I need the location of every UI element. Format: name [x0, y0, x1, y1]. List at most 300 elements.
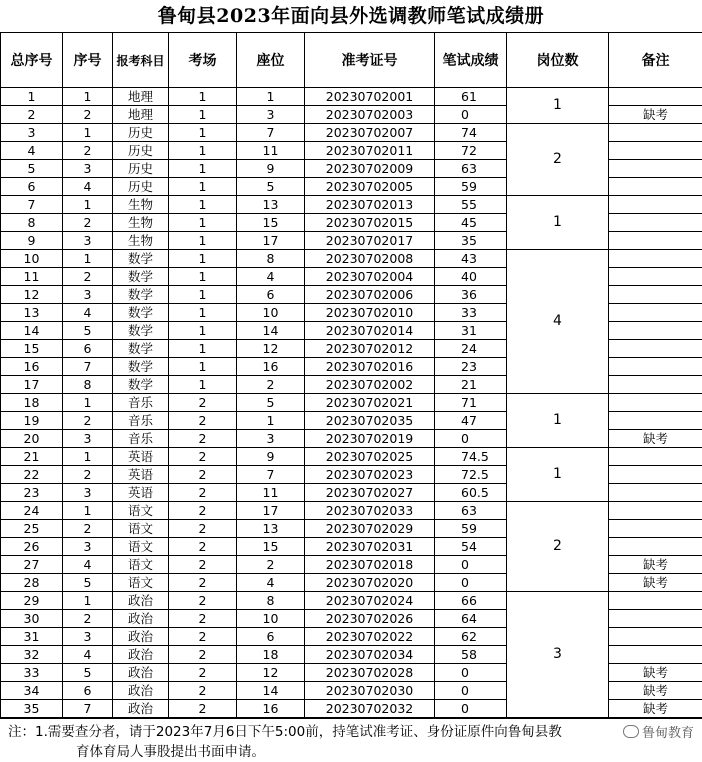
cell-score: 24	[435, 340, 507, 358]
cell-total-index: 31	[1, 628, 63, 646]
cell-subject: 历史	[113, 178, 169, 196]
cell-subject: 数学	[113, 304, 169, 322]
cell-score: 23	[435, 358, 507, 376]
cell-total-index: 34	[1, 682, 63, 700]
header-positions: 岗位数	[507, 33, 609, 88]
cell-subject: 生物	[113, 196, 169, 214]
cell-total-index: 3	[1, 124, 63, 142]
cell-exam-room: 2	[169, 682, 237, 700]
cell-total-index: 17	[1, 376, 63, 394]
cell-score: 62	[435, 628, 507, 646]
cell-index: 2	[63, 268, 113, 286]
cell-exam-room: 1	[169, 196, 237, 214]
cell-ticket-number: 20230702013	[305, 196, 435, 214]
cell-exam-room: 1	[169, 106, 237, 124]
cell-subject: 英语	[113, 466, 169, 484]
cell-seat: 18	[237, 646, 305, 664]
table-body	[1, 88, 702, 718]
header-exam-room: 考场	[169, 33, 237, 88]
cell-ticket-number: 20230702022	[305, 628, 435, 646]
cell-index: 5	[63, 322, 113, 340]
cell-score: 63	[435, 502, 507, 520]
cell-ticket-number: 20230702015	[305, 214, 435, 232]
cell-remarks: 缺考	[609, 574, 702, 592]
cell-ticket-number: 20230702017	[305, 232, 435, 250]
cell-total-index: 33	[1, 664, 63, 682]
cell-subject: 语文	[113, 556, 169, 574]
cell-index: 3	[63, 628, 113, 646]
cell-remarks	[609, 394, 702, 412]
cell-remarks	[609, 520, 702, 538]
cell-remarks	[609, 340, 702, 358]
cell-index: 4	[63, 556, 113, 574]
cell-score: 59	[435, 520, 507, 538]
cell-exam-room: 1	[169, 124, 237, 142]
cell-exam-room: 1	[169, 160, 237, 178]
cell-score: 54	[435, 538, 507, 556]
header-row	[1, 33, 702, 88]
cell-total-index: 16	[1, 358, 63, 376]
cell-subject: 历史	[113, 124, 169, 142]
cell-score: 0	[435, 664, 507, 682]
cell-total-index: 4	[1, 142, 63, 160]
cell-ticket-number: 20230702018	[305, 556, 435, 574]
cell-subject: 政治	[113, 592, 169, 610]
cell-remarks	[609, 646, 702, 664]
cell-subject: 数学	[113, 358, 169, 376]
cell-index: 1	[63, 592, 113, 610]
cell-exam-room: 1	[169, 322, 237, 340]
cell-remarks	[609, 322, 702, 340]
cell-exam-room: 1	[169, 178, 237, 196]
cell-total-index: 15	[1, 340, 63, 358]
cell-ticket-number: 20230702020	[305, 574, 435, 592]
table-row	[1, 502, 702, 520]
cell-subject: 政治	[113, 682, 169, 700]
cell-exam-room: 1	[169, 142, 237, 160]
cell-index: 1	[63, 448, 113, 466]
cell-remarks	[609, 232, 702, 250]
cell-seat: 6	[237, 286, 305, 304]
cell-exam-room: 2	[169, 502, 237, 520]
cell-exam-room: 2	[169, 538, 237, 556]
cell-score: 74.5	[435, 448, 507, 466]
cell-index: 2	[63, 466, 113, 484]
cell-ticket-number: 20230702007	[305, 124, 435, 142]
cell-ticket-number: 20230702012	[305, 340, 435, 358]
cell-total-index: 32	[1, 646, 63, 664]
cell-remarks	[609, 268, 702, 286]
cell-total-index: 25	[1, 520, 63, 538]
cell-total-index: 14	[1, 322, 63, 340]
cell-seat: 11	[237, 142, 305, 160]
cell-total-index: 6	[1, 178, 63, 196]
cell-score: 0	[435, 106, 507, 124]
cell-seat: 9	[237, 448, 305, 466]
cell-subject: 数学	[113, 340, 169, 358]
cell-index: 6	[63, 682, 113, 700]
cell-total-index: 19	[1, 412, 63, 430]
cell-total-index: 22	[1, 466, 63, 484]
page-title: 鲁甸县2023年面向县外选调教师笔试成绩册	[0, 0, 702, 32]
cell-exam-room: 2	[169, 394, 237, 412]
cell-seat: 17	[237, 232, 305, 250]
cell-remarks	[609, 502, 702, 520]
table-row	[1, 250, 702, 268]
cell-seat: 5	[237, 178, 305, 196]
cell-subject: 数学	[113, 250, 169, 268]
cell-subject: 地理	[113, 106, 169, 124]
cell-exam-room: 1	[169, 376, 237, 394]
cell-remarks	[609, 250, 702, 268]
cell-seat: 1	[237, 412, 305, 430]
table-row	[1, 592, 702, 610]
watermark	[623, 722, 694, 741]
cell-score: 72	[435, 142, 507, 160]
cell-remarks: 缺考	[609, 664, 702, 682]
cell-total-index: 12	[1, 286, 63, 304]
cell-score: 55	[435, 196, 507, 214]
cell-ticket-number: 20230702034	[305, 646, 435, 664]
table-row	[1, 196, 702, 214]
cell-exam-room: 2	[169, 412, 237, 430]
cell-score: 36	[435, 286, 507, 304]
cell-subject: 历史	[113, 160, 169, 178]
cell-exam-room: 1	[169, 340, 237, 358]
cell-total-index: 2	[1, 106, 63, 124]
cell-index: 3	[63, 286, 113, 304]
cell-score: 58	[435, 646, 507, 664]
cell-index: 3	[63, 232, 113, 250]
header-index: 序号	[63, 33, 113, 88]
cell-score: 40	[435, 268, 507, 286]
cell-seat: 11	[237, 484, 305, 502]
cell-positions: 1	[507, 448, 609, 502]
cell-seat: 15	[237, 214, 305, 232]
cell-seat: 10	[237, 304, 305, 322]
header-total-index: 总序号	[1, 33, 63, 88]
cell-seat: 16	[237, 358, 305, 376]
cell-ticket-number: 20230702002	[305, 376, 435, 394]
cell-subject: 音乐	[113, 412, 169, 430]
cell-score: 0	[435, 556, 507, 574]
cell-positions: 2	[507, 124, 609, 196]
cell-subject: 英语	[113, 484, 169, 502]
cell-seat: 7	[237, 124, 305, 142]
cell-total-index: 35	[1, 700, 63, 718]
cell-subject: 政治	[113, 664, 169, 682]
cell-score: 33	[435, 304, 507, 322]
cell-subject: 历史	[113, 142, 169, 160]
watermark-text: 鲁甸教育	[642, 722, 694, 741]
cell-seat: 12	[237, 340, 305, 358]
cell-score: 0	[435, 700, 507, 718]
cell-score: 45	[435, 214, 507, 232]
cell-total-index: 7	[1, 196, 63, 214]
cell-seat: 14	[237, 682, 305, 700]
cell-ticket-number: 20230702010	[305, 304, 435, 322]
cell-ticket-number: 20230702024	[305, 592, 435, 610]
cell-score: 35	[435, 232, 507, 250]
cell-remarks: 缺考	[609, 430, 702, 448]
wechat-icon	[623, 725, 639, 738]
cell-subject: 数学	[113, 376, 169, 394]
cell-positions: 3	[507, 592, 609, 718]
cell-index: 2	[63, 214, 113, 232]
cell-total-index: 21	[1, 448, 63, 466]
cell-remarks: 缺考	[609, 106, 702, 124]
cell-index: 2	[63, 520, 113, 538]
cell-seat: 2	[237, 556, 305, 574]
cell-remarks	[609, 412, 702, 430]
cell-subject: 语文	[113, 520, 169, 538]
cell-subject: 语文	[113, 574, 169, 592]
cell-subject: 政治	[113, 700, 169, 718]
cell-subject: 英语	[113, 448, 169, 466]
cell-ticket-number: 20230702027	[305, 484, 435, 502]
cell-total-index: 28	[1, 574, 63, 592]
cell-ticket-number: 20230702023	[305, 466, 435, 484]
cell-exam-room: 2	[169, 430, 237, 448]
cell-index: 3	[63, 430, 113, 448]
header-seat: 座位	[237, 33, 305, 88]
cell-subject: 数学	[113, 268, 169, 286]
cell-score: 66	[435, 592, 507, 610]
cell-ticket-number: 20230702031	[305, 538, 435, 556]
cell-remarks	[609, 466, 702, 484]
cell-index: 2	[63, 610, 113, 628]
cell-remarks	[609, 124, 702, 142]
cell-ticket-number: 20230702029	[305, 520, 435, 538]
cell-exam-room: 2	[169, 664, 237, 682]
footnote-line-2: 育体育局人事股提出书面申请。	[76, 742, 265, 762]
cell-total-index: 27	[1, 556, 63, 574]
cell-exam-room: 1	[169, 268, 237, 286]
cell-remarks	[609, 484, 702, 502]
cell-ticket-number: 20230702003	[305, 106, 435, 124]
cell-seat: 3	[237, 430, 305, 448]
header-remarks: 备注	[609, 33, 702, 88]
cell-remarks	[609, 160, 702, 178]
cell-score: 43	[435, 250, 507, 268]
cell-index: 6	[63, 340, 113, 358]
cell-score: 61	[435, 88, 507, 106]
cell-subject: 语文	[113, 538, 169, 556]
cell-subject: 数学	[113, 322, 169, 340]
cell-total-index: 8	[1, 214, 63, 232]
cell-exam-room: 2	[169, 574, 237, 592]
cell-exam-room: 1	[169, 304, 237, 322]
table-row	[1, 88, 702, 106]
cell-seat: 8	[237, 250, 305, 268]
cell-ticket-number: 20230702028	[305, 664, 435, 682]
cell-exam-room: 2	[169, 646, 237, 664]
cell-subject: 地理	[113, 88, 169, 106]
score-table	[0, 32, 702, 718]
cell-exam-room: 2	[169, 448, 237, 466]
cell-index: 4	[63, 178, 113, 196]
cell-total-index: 5	[1, 160, 63, 178]
cell-total-index: 24	[1, 502, 63, 520]
cell-exam-room: 1	[169, 358, 237, 376]
cell-exam-room: 2	[169, 628, 237, 646]
cell-score: 64	[435, 610, 507, 628]
cell-exam-room: 2	[169, 610, 237, 628]
cell-index: 2	[63, 106, 113, 124]
cell-total-index: 23	[1, 484, 63, 502]
cell-score: 74	[435, 124, 507, 142]
cell-exam-room: 2	[169, 466, 237, 484]
cell-index: 4	[63, 304, 113, 322]
cell-index: 5	[63, 664, 113, 682]
cell-index: 4	[63, 646, 113, 664]
cell-subject: 音乐	[113, 430, 169, 448]
cell-seat: 13	[237, 196, 305, 214]
cell-ticket-number: 20230702035	[305, 412, 435, 430]
cell-ticket-number: 20230702011	[305, 142, 435, 160]
cell-ticket-number: 20230702001	[305, 88, 435, 106]
cell-total-index: 18	[1, 394, 63, 412]
cell-score: 47	[435, 412, 507, 430]
cell-index: 1	[63, 394, 113, 412]
cell-total-index: 20	[1, 430, 63, 448]
cell-total-index: 9	[1, 232, 63, 250]
cell-ticket-number: 20230702032	[305, 700, 435, 718]
cell-index: 8	[63, 376, 113, 394]
cell-ticket-number: 20230702005	[305, 178, 435, 196]
cell-seat: 9	[237, 160, 305, 178]
cell-remarks	[609, 376, 702, 394]
cell-seat: 4	[237, 574, 305, 592]
cell-seat: 10	[237, 610, 305, 628]
cell-subject: 政治	[113, 610, 169, 628]
cell-remarks	[609, 448, 702, 466]
cell-seat: 2	[237, 376, 305, 394]
cell-remarks	[609, 304, 702, 322]
cell-ticket-number: 20230702025	[305, 448, 435, 466]
cell-exam-room: 2	[169, 592, 237, 610]
cell-score: 72.5	[435, 466, 507, 484]
cell-exam-room: 1	[169, 214, 237, 232]
cell-positions: 4	[507, 250, 609, 394]
cell-total-index: 29	[1, 592, 63, 610]
cell-subject: 音乐	[113, 394, 169, 412]
cell-total-index: 26	[1, 538, 63, 556]
cell-exam-room: 1	[169, 286, 237, 304]
cell-seat: 1	[237, 88, 305, 106]
cell-seat: 3	[237, 106, 305, 124]
cell-exam-room: 1	[169, 88, 237, 106]
cell-seat: 4	[237, 268, 305, 286]
cell-seat: 16	[237, 700, 305, 718]
cell-total-index: 11	[1, 268, 63, 286]
cell-index: 7	[63, 700, 113, 718]
cell-index: 3	[63, 538, 113, 556]
cell-total-index: 13	[1, 304, 63, 322]
cell-seat: 8	[237, 592, 305, 610]
cell-index: 1	[63, 124, 113, 142]
cell-remarks	[609, 628, 702, 646]
cell-seat: 7	[237, 466, 305, 484]
cell-ticket-number: 20230702030	[305, 682, 435, 700]
cell-remarks	[609, 88, 702, 106]
cell-score: 71	[435, 394, 507, 412]
cell-remarks	[609, 196, 702, 214]
cell-ticket-number: 20230702016	[305, 358, 435, 376]
cell-exam-room: 1	[169, 250, 237, 268]
cell-seat: 12	[237, 664, 305, 682]
cell-exam-room: 2	[169, 700, 237, 718]
cell-index: 3	[63, 160, 113, 178]
cell-ticket-number: 20230702009	[305, 160, 435, 178]
cell-score: 63	[435, 160, 507, 178]
table-row	[1, 394, 702, 412]
cell-exam-room: 1	[169, 232, 237, 250]
cell-exam-room: 2	[169, 520, 237, 538]
cell-score: 0	[435, 574, 507, 592]
footnote-line-1: 注：1.需要查分者，请于2023年7月6日下午5:00前，持笔试准考证、身份证原件向鲁甸县教	[8, 722, 562, 742]
cell-remarks	[609, 358, 702, 376]
cell-remarks	[609, 592, 702, 610]
cell-positions: 1	[507, 196, 609, 250]
cell-index: 7	[63, 358, 113, 376]
cell-ticket-number: 20230702021	[305, 394, 435, 412]
cell-index: 5	[63, 574, 113, 592]
cell-remarks: 缺考	[609, 682, 702, 700]
cell-remarks	[609, 286, 702, 304]
cell-positions: 2	[507, 502, 609, 592]
cell-seat: 13	[237, 520, 305, 538]
cell-total-index: 10	[1, 250, 63, 268]
cell-subject: 生物	[113, 214, 169, 232]
footnote	[0, 718, 702, 762]
cell-ticket-number: 20230702008	[305, 250, 435, 268]
cell-index: 1	[63, 196, 113, 214]
cell-subject: 数学	[113, 286, 169, 304]
header-score: 笔试成绩	[435, 33, 507, 88]
cell-ticket-number: 20230702004	[305, 268, 435, 286]
cell-ticket-number: 20230702033	[305, 502, 435, 520]
cell-seat: 17	[237, 502, 305, 520]
cell-ticket-number: 20230702014	[305, 322, 435, 340]
cell-exam-room: 2	[169, 556, 237, 574]
cell-index: 1	[63, 250, 113, 268]
table-row	[1, 124, 702, 142]
cell-index: 2	[63, 412, 113, 430]
cell-score: 21	[435, 376, 507, 394]
cell-score: 60.5	[435, 484, 507, 502]
header-ticket-number: 准考证号	[305, 33, 435, 88]
cell-index: 2	[63, 142, 113, 160]
cell-index: 3	[63, 484, 113, 502]
cell-ticket-number: 20230702026	[305, 610, 435, 628]
cell-subject: 政治	[113, 628, 169, 646]
cell-score: 59	[435, 178, 507, 196]
cell-subject: 生物	[113, 232, 169, 250]
cell-total-index: 30	[1, 610, 63, 628]
cell-remarks	[609, 538, 702, 556]
cell-ticket-number: 20230702006	[305, 286, 435, 304]
cell-total-index: 1	[1, 88, 63, 106]
cell-positions: 1	[507, 88, 609, 124]
cell-seat: 5	[237, 394, 305, 412]
cell-exam-room: 2	[169, 484, 237, 502]
cell-positions: 1	[507, 394, 609, 448]
cell-remarks	[609, 142, 702, 160]
cell-subject: 语文	[113, 502, 169, 520]
cell-ticket-number: 20230702019	[305, 430, 435, 448]
table-row	[1, 448, 702, 466]
